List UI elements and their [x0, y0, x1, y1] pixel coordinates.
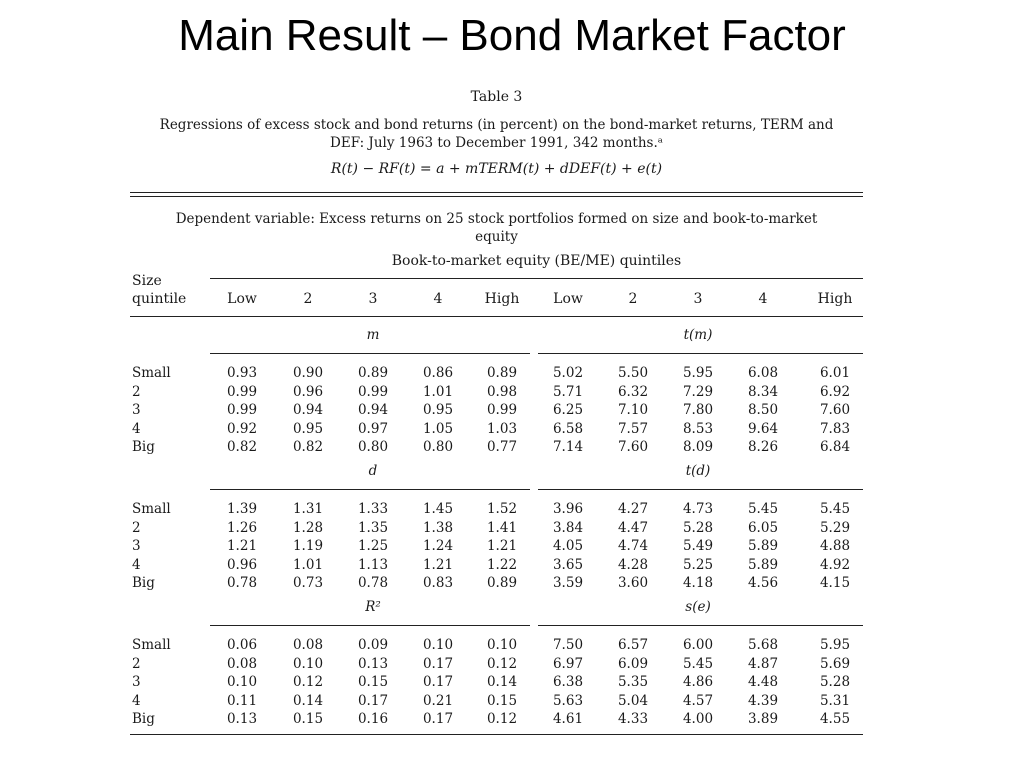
table-cell: 0.09	[357, 637, 389, 653]
row-label: Big	[132, 711, 155, 727]
table-cell: 4.47	[617, 519, 649, 536]
column-header: 2	[303, 291, 313, 307]
column-header: 4	[758, 291, 768, 307]
panel-right-rule	[538, 353, 863, 354]
table-cell: 0.15	[292, 711, 324, 727]
row-label: Small	[132, 501, 171, 517]
table-cell: 6.32	[617, 383, 649, 400]
table-cell: 4.61	[552, 711, 584, 727]
table-cell: 0.21	[422, 692, 454, 709]
row-label: 3	[132, 402, 141, 418]
table-cell: 0.89	[486, 575, 518, 591]
table-cell: 0.98	[486, 383, 518, 400]
panel-left-label: R²	[365, 599, 381, 615]
table-cell: 0.83	[422, 575, 454, 591]
table-cell: 0.77	[486, 439, 518, 455]
table-cell: 0.99	[357, 383, 389, 400]
table-cell: 4.39	[747, 692, 779, 709]
row-label: Big	[132, 439, 155, 455]
table-cell: 4.15	[819, 575, 851, 591]
table-cell: 6.38	[552, 674, 584, 690]
table-cell: 1.22	[486, 556, 518, 573]
table-cell: 8.26	[747, 439, 779, 455]
table-label: Table 3	[470, 89, 523, 105]
panel-left-rule	[210, 353, 530, 354]
table-cell: 5.04	[617, 692, 649, 709]
table-cell: 4.88	[819, 538, 851, 554]
table-cell: 0.78	[357, 575, 389, 591]
row-label: 2	[132, 655, 141, 672]
table-cell: 1.26	[226, 519, 258, 536]
table-cell: 0.97	[357, 420, 389, 437]
table-cell: 5.45	[682, 655, 714, 672]
table-cell: 7.60	[617, 439, 649, 455]
table-cell: 5.71	[552, 383, 584, 400]
panel-right-rule	[538, 489, 863, 490]
table-cell: 0.96	[292, 383, 324, 400]
table-cell: 5.02	[552, 365, 584, 381]
row-label: 4	[132, 420, 141, 437]
table-caption-line-1: Regressions of excess stock and bond returns (in percent) on the bond-market returns, TERM and	[159, 117, 834, 133]
quintile-label: quintile	[132, 291, 187, 307]
table-cell: 1.45	[422, 501, 454, 517]
panel-left-label: d	[368, 463, 378, 479]
table-cell: 8.34	[747, 383, 779, 400]
table-cell: 5.49	[682, 538, 714, 554]
table-cell: 5.69	[819, 655, 851, 672]
table-cell: 6.57	[617, 637, 649, 653]
table-cell: 4.57	[682, 692, 714, 709]
table-cell: 1.19	[292, 538, 324, 554]
regression-equation: R(t) − RF(t) = a + mTERM(t) + dDEF(t) + e(t)	[330, 161, 663, 177]
table-cell: 3.59	[552, 575, 584, 591]
row-label: Small	[132, 365, 171, 381]
table-cell: 0.95	[422, 402, 454, 418]
column-header: High	[817, 291, 853, 307]
column-header: 2	[628, 291, 638, 307]
rule-top-2	[130, 196, 863, 197]
table-cell: 7.29	[682, 383, 714, 400]
table-cell: 1.39	[226, 501, 258, 517]
table-cell: 0.92	[226, 420, 258, 437]
table-cell: 4.87	[747, 655, 779, 672]
table-cell: 4.18	[682, 575, 714, 591]
table-cell: 0.08	[226, 655, 258, 672]
panel-right-label: t(d)	[685, 463, 711, 479]
panel-left-rule	[210, 625, 530, 626]
table-cell: 6.84	[819, 439, 851, 455]
table-cell: 0.80	[422, 439, 454, 455]
column-header-rule	[130, 316, 863, 317]
table-cell: 7.83	[819, 420, 851, 437]
row-label: 2	[132, 519, 141, 536]
panel-left-rule	[210, 489, 530, 490]
table-cell: 1.38	[422, 519, 454, 536]
row-label: 4	[132, 692, 141, 709]
panel-right-label: s(e)	[685, 599, 711, 615]
table-cell: 0.73	[292, 575, 324, 591]
rule-bottom	[130, 734, 863, 735]
table-cell: 7.10	[617, 402, 649, 418]
table-cell: 1.52	[486, 501, 518, 517]
table-cell: 0.14	[486, 674, 518, 690]
table-cell: 4.74	[617, 538, 649, 554]
table-cell: 0.10	[422, 637, 454, 653]
table-cell: 0.14	[292, 692, 324, 709]
panel-right-label: t(m)	[683, 327, 713, 343]
table-cell: 7.57	[617, 420, 649, 437]
table-cell: 4.86	[682, 674, 714, 690]
table-cell: 0.89	[486, 365, 518, 381]
table-cell: 1.01	[422, 383, 454, 400]
table-cell: 6.00	[682, 637, 714, 653]
table-cell: 1.13	[357, 556, 389, 573]
table-cell: 0.90	[292, 365, 324, 381]
table-caption-line-2: DEF: July 1963 to December 1991, 342 months.ᵃ	[330, 135, 663, 151]
table-cell: 9.64	[747, 420, 779, 437]
table-cell: 0.06	[226, 637, 258, 653]
column-header: Low	[227, 291, 257, 307]
table-cell: 0.82	[292, 439, 324, 455]
table-cell: 0.10	[226, 674, 258, 690]
table-cell: 0.86	[422, 365, 454, 381]
table-cell: 0.93	[226, 365, 258, 381]
table-cell: 0.15	[486, 692, 518, 709]
table-cell: 0.13	[357, 655, 389, 672]
table-cell: 3.65	[552, 556, 584, 573]
table-cell: 4.56	[747, 575, 779, 591]
table-cell: 0.17	[357, 692, 389, 709]
regression-table	[130, 88, 863, 748]
table-cell: 7.80	[682, 402, 714, 418]
row-label: 3	[132, 538, 141, 554]
table-cell: 8.50	[747, 402, 779, 418]
table-cell: 5.35	[617, 674, 649, 690]
table-cell: 0.17	[422, 674, 454, 690]
row-label: Big	[132, 575, 155, 591]
table-cell: 1.24	[422, 538, 454, 554]
table-cell: 1.31	[292, 501, 324, 517]
table-cell: 1.21	[422, 556, 454, 573]
table-cell: 5.50	[617, 365, 649, 381]
slide-title: Main Result – Bond Market Factor	[178, 11, 846, 60]
table-cell: 1.03	[486, 420, 518, 437]
table-cell: 0.99	[486, 402, 518, 418]
table-cell: 5.28	[819, 674, 851, 690]
table-cell: 4.28	[617, 556, 649, 573]
size-label: Size	[132, 273, 162, 289]
row-label: 2	[132, 383, 141, 400]
table-cell: 0.94	[357, 402, 389, 418]
table-cell: 1.41	[486, 519, 518, 536]
table-cell: 0.94	[292, 402, 324, 418]
table-cell: 7.14	[552, 439, 584, 455]
table-cell: 6.97	[552, 655, 584, 672]
table-cell: 1.21	[226, 538, 258, 554]
column-header: 3	[693, 291, 703, 307]
table-cell: 0.13	[226, 711, 258, 727]
group-header-rule	[210, 278, 863, 279]
table-cell: 6.25	[552, 402, 584, 418]
dependent-variable-line-1: Dependent variable: Excess returns on 25 stock portfolios formed on size and book-to-market	[175, 211, 818, 227]
quintile-group-header: Book-to-market equity (BE/ME) quintiles	[391, 253, 682, 269]
table-cell: 5.89	[747, 556, 779, 573]
table-cell: 0.78	[226, 575, 258, 591]
table-cell: 1.25	[357, 538, 389, 554]
table-cell: 4.48	[747, 674, 779, 690]
table-cell: 0.17	[422, 711, 454, 727]
table-cell: 0.99	[226, 383, 258, 400]
table-cell: 5.68	[747, 637, 779, 653]
table-cell: 5.25	[682, 556, 714, 573]
table-cell: 0.15	[357, 674, 389, 690]
table-cell: 6.05	[747, 519, 779, 536]
column-header: High	[484, 291, 520, 307]
table-cell: 1.05	[422, 420, 454, 437]
table-cell: 1.28	[292, 519, 324, 536]
column-header: 4	[433, 291, 443, 307]
table-cell: 0.16	[357, 711, 389, 727]
table-cell: 0.80	[357, 439, 389, 455]
table-cell: 0.82	[226, 439, 258, 455]
table-cell: 3.96	[552, 501, 584, 517]
table-cell: 5.28	[682, 519, 714, 536]
row-label: Small	[132, 637, 171, 653]
table-cell: 1.01	[292, 556, 324, 573]
table-cell: 5.45	[819, 501, 851, 517]
table-cell: 4.27	[617, 501, 649, 517]
table-cell: 5.89	[747, 538, 779, 554]
table-cell: 3.84	[552, 519, 584, 536]
table-cell: 0.08	[292, 637, 324, 653]
table-cell: 3.60	[617, 575, 649, 591]
table-cell: 0.12	[486, 711, 518, 727]
table-cell: 4.05	[552, 538, 584, 554]
table-cell: 0.12	[486, 655, 518, 672]
table-cell: 0.11	[226, 692, 258, 709]
table-cell: 6.01	[819, 365, 851, 381]
table-cell: 7.60	[819, 402, 851, 418]
table-cell: 6.09	[617, 655, 649, 672]
table-cell: 5.45	[747, 501, 779, 517]
panel-left-label: m	[366, 327, 380, 343]
table-cell: 0.12	[292, 674, 324, 690]
table-cell: 5.29	[819, 519, 851, 536]
column-header: Low	[553, 291, 583, 307]
table-cell: 4.55	[819, 711, 851, 727]
table-cell: 8.09	[682, 439, 714, 455]
row-label: 3	[132, 674, 141, 690]
table-cell: 5.31	[819, 692, 851, 709]
table-cell: 6.08	[747, 365, 779, 381]
table-cell: 0.10	[486, 637, 518, 653]
table-cell: 3.89	[747, 711, 779, 727]
table-cell: 0.17	[422, 655, 454, 672]
table-cell: 1.21	[486, 538, 518, 554]
row-label: 4	[132, 556, 141, 573]
table-cell: 8.53	[682, 420, 714, 437]
table-cell: 0.96	[226, 556, 258, 573]
table-cell: 5.63	[552, 692, 584, 709]
table-cell: 1.33	[357, 501, 389, 517]
table-cell: 7.50	[552, 637, 584, 653]
table-cell: 0.95	[292, 420, 324, 437]
table-cell: 4.33	[617, 711, 649, 727]
table-cell: 0.89	[357, 365, 389, 381]
panel-right-rule	[538, 625, 863, 626]
table-cell: 1.35	[357, 519, 389, 536]
rule-top-1	[130, 192, 863, 193]
table-cell: 0.99	[226, 402, 258, 418]
table-cell: 4.00	[682, 711, 714, 727]
dependent-variable-line-2: equity	[475, 229, 518, 245]
table-cell: 4.92	[819, 556, 851, 573]
column-header: 3	[368, 291, 378, 307]
table-cell: 0.10	[292, 655, 324, 672]
table-cell: 6.92	[819, 383, 851, 400]
table-cell: 4.73	[682, 501, 714, 517]
table-cell: 5.95	[682, 365, 714, 381]
table-cell: 5.95	[819, 637, 851, 653]
table-cell: 6.58	[552, 420, 584, 437]
